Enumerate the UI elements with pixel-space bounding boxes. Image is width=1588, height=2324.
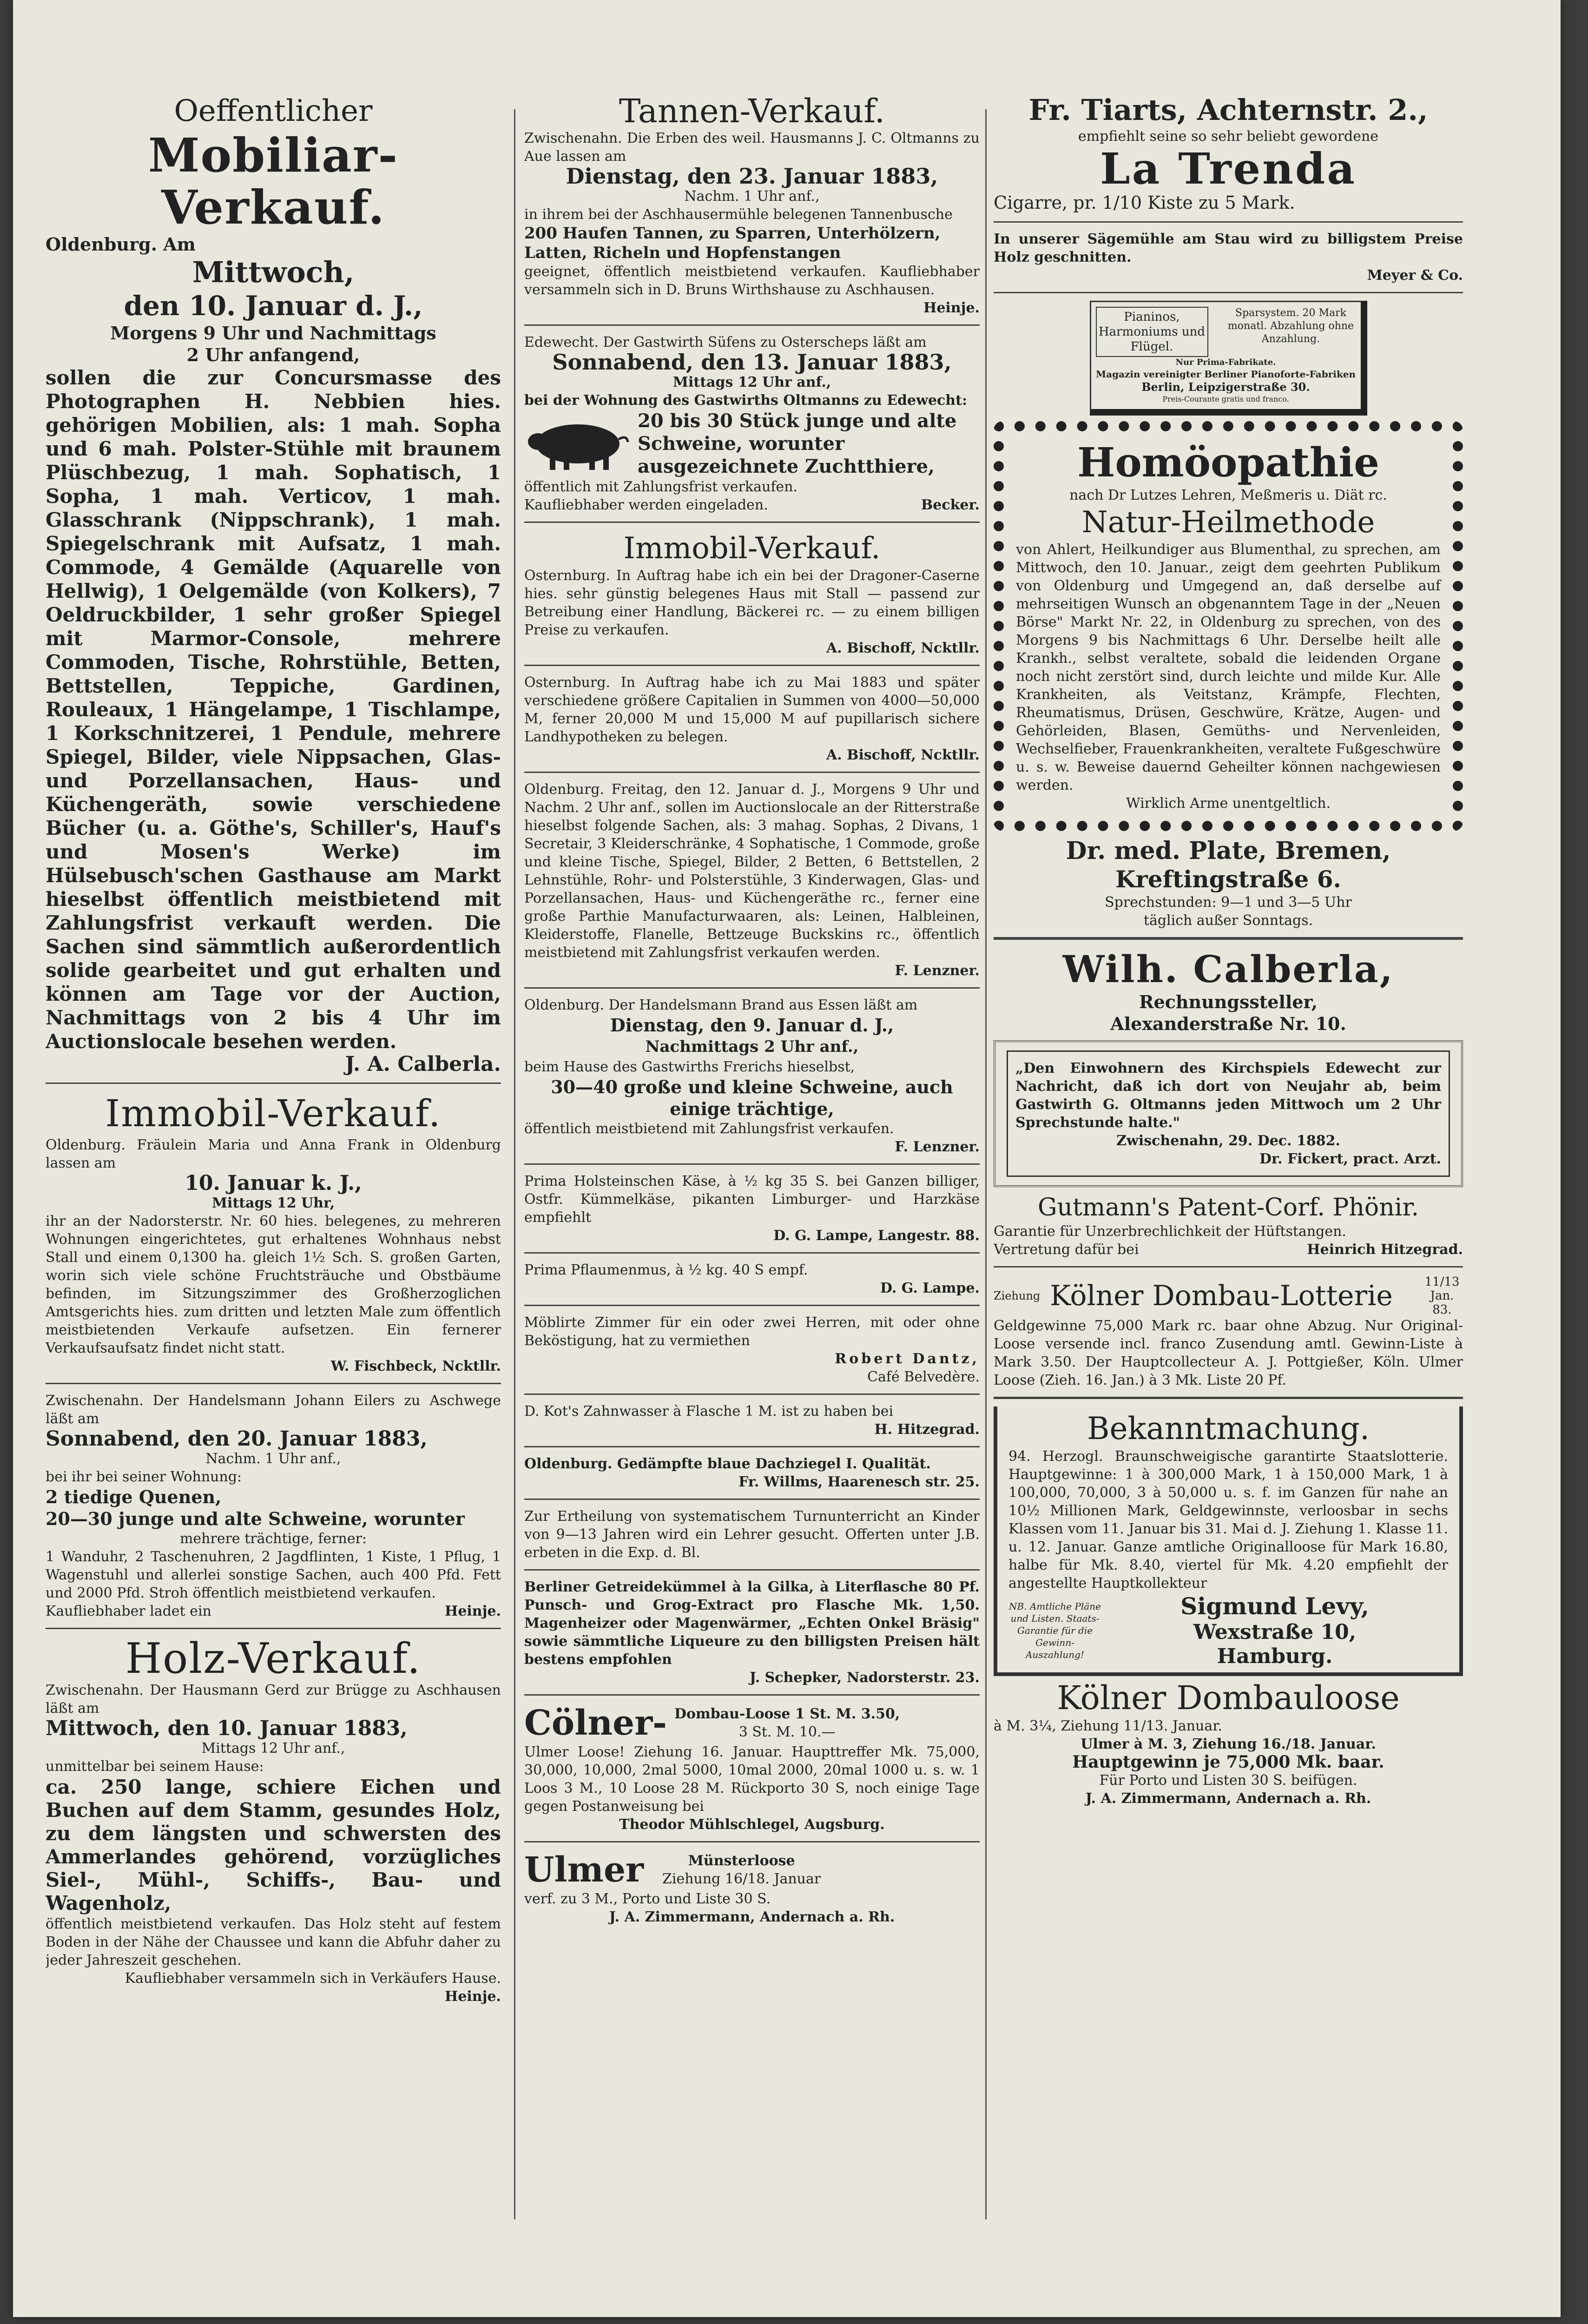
ad-sub-block — [662, 1852, 821, 1888]
ad-pretitle: Oeffentlicher — [174, 94, 373, 128]
ad-body: Ulmer Loose! Ziehung 16. Januar. Haupttreffer Mk. 75,000, 30,000, 10,000, 2mal 5000, 10mal 2000, 20mal 1000 u. s. w. 1 Loos 3 M., 10 Loose 28 M. Rückporto 30 S, noch einige Tage gegen Postanweisung bei — [524, 1744, 980, 1815]
ad-signature: Robert Dantz, — [835, 1351, 980, 1367]
newspaper-page — [13, 0, 1561, 2317]
ad-time: Mittags 12 Uhr, — [211, 1195, 335, 1211]
ad-city: Hamburg. — [1217, 1644, 1333, 1668]
dombauloose-ad — [994, 1679, 1463, 1808]
ad-subtitle: Münsterloose — [688, 1853, 795, 1869]
ad-signature: H. Hitzegrad. — [874, 1421, 980, 1438]
divider — [994, 221, 1463, 223]
divider — [994, 292, 1463, 293]
ad-date: Ziehung 16/18. Januar — [662, 1871, 821, 1887]
ad-body: ihr an der Nadorsterstr. Nr. 60 hies. belegenes, zu mehreren Wohnungen eingerichtetes, gut erhaltenes Wohnhaus nebst Stall und einem 0,1300 ha. gleich 1½ Sch. S. großen Garten, worin sich viele schöne Fruchtsträuche und Obstbäume befinden, im Sitzungszimmer des Großherzoglichen Amtsgerichts hies. zum dritten und letzten Male zum öffentlich meistbietenden Verkaufe aufsetzen. Ein fernerer Verkaufsaufsatz findet nicht statt. — [46, 1213, 501, 1356]
ad-signature: Café Belvedère. — [867, 1369, 980, 1385]
ad-intro: Oldenburg. Fräulein Maria und Anna Frank in Oldenburg lassen am — [46, 1137, 501, 1171]
ad-signature: Heinje. — [444, 1988, 501, 2005]
ad-body: Prima Pflaumenmus, à ½ kg. 40 S empf. — [524, 1262, 808, 1278]
divider — [524, 772, 980, 773]
ad-signature: Becker. — [921, 497, 980, 513]
ad-title: Holz-Verkauf. — [125, 1634, 422, 1683]
ad-body: 1 Wanduhr, 2 Taschenuhren, 2 Jagdflinten, 1 Kiste, 1 Pflug, 1 Wagenstuhl und allerlei sonstige Sachen, auch 400 Pfd. Fett und 2000 Pfd. Stroh öffentlich meistbietend verkaufen. — [46, 1549, 501, 1601]
ad-body: Prima Holsteinschen Käse, à ½ kg 35 S. bei Ganzen billiger, Ostfr. Kümmelkäse, pikanten Limburger- und Harzkäse empfiehlt — [524, 1173, 980, 1226]
divider — [524, 987, 980, 989]
ad-title: Tannen-Verkauf. — [619, 93, 885, 130]
ad-date: Sonnabend, den 20. Januar 1883, — [46, 1427, 428, 1451]
gutmann-ad — [994, 1193, 1463, 1259]
column-2 — [524, 93, 980, 2238]
immobil-ad — [46, 1091, 501, 1375]
ad-title: Natur-Heilmethode — [1081, 505, 1375, 540]
ad-body: Berliner Getreidekümmel à la Gilka, à Literflasche 80 Pf. Punsch- und Grog-Extract pro Flasche Mk. 1,50. Magenheizer oder Magenwärmer, „Echten Onkel Bräsig" sowie sämmtliche Liqueure zu den billigsten Preisen hält bestens empfohlen — [524, 1579, 980, 1668]
ad-item: mehrere trächtige, ferner: — [179, 1531, 367, 1547]
tiarts-ad — [994, 93, 1463, 214]
ad-signature: D. G. Lampe, Langestr. 88. — [773, 1228, 980, 1244]
ad-date: Mittwoch, den 10. Januar 1883, — [46, 1717, 408, 1740]
ad-signature-row — [994, 1241, 1463, 1259]
ad-signature: Theodor Mühlschlegel, Augsburg. — [619, 1816, 885, 1833]
divider — [524, 522, 980, 523]
ad-signature: Dr. Fickert, pract. Arzt. — [1259, 1151, 1441, 1167]
ad-signature: Heinrich Hitzegrad. — [1307, 1241, 1463, 1258]
ad-signature: J. A. Zimmermann, Andernach a. Rh. — [609, 1909, 895, 1925]
mobiliar-ad — [46, 93, 501, 1075]
ad-body: D. Kot's Zahnwasser à Flasche 1 M. ist zu haben bei — [524, 1403, 894, 1419]
ad-address: Kreftingstraße 6. — [1115, 865, 1341, 893]
ad-address: Alexanderstraße Nr. 10. — [1110, 1013, 1346, 1034]
ad-title: Gutmann's Patent-Corf. Phönir. — [1038, 1194, 1419, 1221]
pig-icon — [524, 416, 631, 472]
ad-body: öffentlich meistbietend mit Zahlungsfrist verkaufen. — [524, 1121, 894, 1137]
ad-signature: Fr. Willms, Haarenesch str. 25. — [738, 1474, 980, 1490]
ad-address: Wexstraße 10, — [1193, 1620, 1357, 1644]
ad-time: Mittags 12 Uhr anf., — [672, 374, 831, 390]
brand-name: La Trenda — [1100, 144, 1357, 194]
divider — [524, 1252, 980, 1254]
ad-body: öffentlich meistbietend verkaufen. Das Holz steht auf festem Boden in der Nähe der Chaussee und kann die Abfuhr daher zu jeder Jahreszeit geschehen. — [46, 1916, 501, 1968]
divider — [46, 1083, 501, 1084]
dachziegel-ad — [524, 1455, 980, 1491]
divider — [524, 1305, 980, 1306]
ad-signature-left: Vertretung dafür bei — [994, 1241, 1139, 1258]
piano-terms: Sparsystem. 20 Mark monatl. Abzahlung ohne Anzahlung. — [1227, 307, 1354, 345]
column-1 — [46, 93, 501, 2238]
ad-pig-row — [524, 409, 980, 478]
ad-line: Hauptgewinn je 75,000 Mk. baar. — [1072, 1752, 1384, 1772]
ad-body: sollen die zur Concursmasse des Photographen H. Nebbien hies. gehörigen Mobilien, als: 1 mah. Sopha und 6 mah. Polster-Stühle mit braunem Plüschbezug, 1 mah. Sophatisch, 1 Sopha, 1 mah. Verticov, 1 mah. Glasschrank (Nippschrank), 1 mah. Spiegelschrank mit Aufsatz, 1 mah. Commode, 4 Gemälde (Aquarelle von Hellwig), 1 Oelgemälde (von Kolkers), 7 Oeldruckbilder, 1 sehr großer Spiegel mit Marmor-Console, mehrere Commoden, Tische, Rohrstühle, Betten, Bettstellen, Teppiche, Gardinen, Rouleaux, 1 Hängelampe, 1 Tischlampe, 1 Korkschnitzerei, 1 Pendule, mehrere Spiegel, Bilder, viele Nippsachen, Glas- und Porzellansachen, Haus- und Küchengeräth, sowie verschiedene Bücher (u. a. Göthe's, Schiller's, Hauf's und Mosen's Werke) im Hülsebusch'schen Gasthause am Markt hieselbst öffentlich meistbietend mit Zahlungsfrist verkauft werden. Die Sachen sind sämmtlich außerordentlich solide gearbeitet und gut erhalten und können am Tage vor der Auction, Nachmittags von 2 bis 4 Uhr im Auctionslocale besehen werden. — [46, 366, 501, 1053]
brand-ad — [524, 996, 980, 1156]
ad-body: Oldenburg. Gedämpfte blaue Dachziegel I. Qualität. — [524, 1456, 931, 1472]
pflaumen-ad — [524, 1261, 980, 1297]
ad-item: 2 tiedige Quenen, — [46, 1486, 222, 1507]
ad-bold: 200 Haufen Tannen, zu Sparren, Unterhölzern, Latten, Richeln und Hopfenstangen — [524, 224, 941, 262]
ad-date: Dienstag, den 9. Januar d. J., — [610, 1015, 894, 1036]
ad-line: à M. 3¼, Ziehung 11/13. Januar. — [994, 1718, 1222, 1734]
ad-signature: Heinje. — [444, 1603, 501, 1619]
divider — [524, 1163, 980, 1165]
ad-date: 11/13 Jan. 83. — [1424, 1275, 1460, 1317]
divider — [524, 1499, 980, 1500]
edewecht-ad — [524, 333, 980, 514]
homoeopathie-ad — [994, 421, 1463, 831]
ad-time: Mittags 12 Uhr anf., — [201, 1740, 345, 1756]
ad-intro: Zwischenahn. Die Erben des weil. Hausmanns J. C. Oltmanns zu Aue lassen am — [524, 130, 980, 165]
ad-title: Cölner- — [524, 1703, 667, 1743]
ad-time: Nachmittags 2 Uhr anf., — [645, 1037, 859, 1056]
divider — [46, 1383, 501, 1384]
ad-title: Mobiliar-Verkauf. — [148, 128, 399, 235]
ad-title: Homöopathie — [1077, 439, 1379, 486]
piano-instruments: Pianinos, Harmoniums und Flügel. — [1096, 307, 1208, 357]
auction-ad — [524, 780, 980, 980]
ad-intro: Edewecht. Der Gastwirth Süfens zu Osterscheps läßt am — [524, 334, 927, 350]
divider — [524, 1841, 980, 1842]
piano-company: Magazin vereinigter Berliner Pianoforte-Fabriken — [1096, 369, 1356, 380]
ad-price: Cigarre, pr. 1/10 Kiste zu 5 Mark. — [994, 192, 1295, 213]
ad-signature: F. Lenzner. — [895, 1139, 980, 1155]
ad-time: Nachm. 1 Uhr anf., — [684, 188, 820, 205]
ad-where: unmittelbar bei seinem Hause: — [46, 1758, 264, 1775]
ad-date: 10. Januar k. J., — [184, 1171, 362, 1195]
ad-title: Dr. med. Plate, Bremen, — [1066, 837, 1391, 865]
divider — [524, 1694, 980, 1696]
ad-date: Dienstag, den 23. Januar 1883, — [566, 164, 938, 189]
ad-line: Ulmer à M. 3, Ziehung 16./18. Januar. — [1081, 1736, 1376, 1752]
ad-body: Geldgewinne 75,000 Mark rc. baar ohne Abzug. Nur Original-Loose versende incl. franco Zusendung amtl. Gewinn-Liste à Mark 3.50. Der Hauptcollecteur A. J. Pottgießer, Köln. Ulmer Loose (Zieh. 16. Jan.) à 3 Mk. Liste 20 Pf. — [994, 1318, 1463, 1388]
divider — [994, 1266, 1463, 1268]
ad-price: 3 St. M. 10.— — [738, 1724, 836, 1740]
ad-signature: J. Schepker, Nadorsterstr. 23. — [749, 1670, 980, 1686]
ad-signature-row — [46, 1602, 501, 1620]
piano-catalog: Preis-Courante gratis und franco. — [1162, 395, 1289, 403]
capital-ad — [524, 673, 980, 764]
ad-subtitle: Rechnungssteller, — [1139, 991, 1318, 1012]
ad-title: Kölner Dombau-Lotterie — [1050, 1280, 1393, 1312]
ulmer-loose-ad — [524, 1850, 980, 1926]
ad-intro: Zwischenahn. Der Handelsmann Johann Eilers zu Aschwege läßt am — [46, 1393, 501, 1427]
piano-address: Berlin, Leipzigerstraße 30. — [1141, 380, 1310, 394]
ad-signature: D. G. Lampe. — [880, 1280, 980, 1296]
piano-row — [1096, 307, 1356, 357]
plate-ad — [994, 837, 1463, 930]
ad-signature: J. A. Zimmermann, Andernach a. Rh. — [1085, 1790, 1371, 1807]
divider — [46, 1628, 501, 1629]
ad-bold: 20 bis 30 Stück junge und alte Schweine, worunter ausgezeichnete Zuchtthiere, — [638, 410, 957, 477]
ad-signature: Heinje. — [923, 300, 980, 316]
divider — [994, 1397, 1463, 1399]
ad-title: Wilh. Calberla, — [1062, 947, 1394, 991]
ad-day: Mittwoch, — [192, 255, 355, 289]
ad-where: in ihrem bei der Aschhausermühle belegenen Tannenbusche — [524, 206, 953, 223]
zimmer-ad — [524, 1314, 980, 1386]
ad-where: beim Hause des Gastwirths Frerichs hieselbst, — [524, 1059, 855, 1075]
ad-signature: J. A. Calberla. — [345, 1052, 501, 1076]
ad-place: Oldenburg. Am — [46, 234, 196, 255]
ad-where: bei ihr bei seiner Wohnung: — [46, 1469, 242, 1485]
ad-body: Garantie für Unzerbrechlichkeit der Hüftstangen. — [994, 1223, 1346, 1240]
ad-subtitle: empfiehlt seine so sehr beliebt gewordene — [1078, 128, 1379, 145]
ad-note: NB. Amtliche Pläne und Listen. Staats-Garantie für die Gewinn-Auszahlung! — [1009, 1601, 1101, 1660]
ad-body: verf. zu 3 M., Porto und Liste 30 S. — [524, 1891, 771, 1907]
ad-title: Kölner Dombauloose — [1057, 1679, 1400, 1717]
ad-signature-row — [524, 496, 980, 514]
calberla-ad — [994, 947, 1463, 1035]
ad-intro: Zwischenahn. Der Hausmann Gerd zur Brügge zu Aschhausen läßt am — [46, 1682, 501, 1717]
ad-signature-block — [1101, 1592, 1448, 1669]
ad-body: Osternburg. In Auftrag habe ich zu Mai 1883 und später verschiedene größere Capitalien in Summen von 4000—50,000 M, ferner 20,000 M und 15,000 M auf pupillarisch sichere Landhypotheken zu belegen. — [524, 674, 980, 745]
ad-body: von Ahlert, Heilkundiger aus Blumenthal, zu sprechen, am Mittwoch, den 10. Januar., zeigt dem geehrten Publikum von Oldenburg und Umgegend an, daß derselbe auf mehrseitigen Wunsch an obgenanntem Tage in der „Neuen Börse" Markt Nr. 22, in Oldenburg zu sprechen, von des Morgens 9 bis Nachmittags 6 Uhr. Derselbe heilt alle Krankh., selbst veraltete, sobald die leidenden Organe noch nicht zerstört sind, durch leichte und milde Kur. Alle Krankheiten, als Veitstanz, Krämpfe, Flechten, Rheumatismus, Drüsen, Geschwüre, Krätze, Augen- und Gehörleiden, Blasen, Gemüths- und Nervenleiden, Wechselfieber, Frauenkrankheiten, veraltete Fußgeschwüre u. s. w. Beweise dauernd Geheilter können nachgewiesen werden. — [1016, 541, 1441, 793]
column-divider — [514, 109, 515, 2219]
ad-subtitle: nach Dr Lutzes Lehren, Meßmeris u. Diät rc. — [1069, 487, 1387, 503]
ad-signature: Sigmund Levy, — [1180, 1592, 1369, 1620]
ad-title: Immobil-Verkauf. — [105, 1092, 441, 1135]
divider — [524, 1569, 980, 1571]
ad-body: „Den Einwohnern des Kirchspiels Edewecht zur Nachricht, daß ich dort von Neujahr ab, beim Gastwirth G. Oltmanns jeden Mittwoch um 2 Uhr Sprechstunde halte." — [1015, 1060, 1441, 1131]
ad-date: Sonnabend, den 13. Januar 1883, — [552, 350, 952, 375]
column-3 — [994, 93, 1463, 2238]
ad-title: Fr. Tiarts, Achternstr. 2., — [1028, 93, 1428, 127]
saegemuehle-ad — [994, 230, 1463, 284]
column-divider — [985, 109, 987, 2219]
divider — [524, 665, 980, 666]
ad-time: 2 Uhr anfangend, — [186, 344, 360, 365]
ad-signature-left: Kaufliebhaber werden eingeladen. — [524, 497, 768, 513]
ad-item: 20—30 junge und alte Schweine, worunter — [46, 1508, 465, 1529]
ad-line: Für Porto und Listen 30 S. beifügen. — [1099, 1772, 1357, 1789]
ad-note: Wirklich Arme unentgeltlich. — [1126, 795, 1331, 812]
divider — [524, 1446, 980, 1447]
kaese-ad — [524, 1172, 980, 1245]
ad-signature-left: Kaufliebhaber ladet ein — [46, 1603, 211, 1619]
holz-ad — [46, 1634, 501, 2006]
ad-price-block — [674, 1705, 900, 1741]
ad-body: öffentlich mit Zahlungsfrist verkaufen. — [524, 479, 798, 495]
zwischenahn-ad — [46, 1392, 501, 1620]
ad-place: Zwischenahn, 29. Dec. 1882. — [1116, 1133, 1340, 1149]
fickert-inner-box — [1007, 1050, 1450, 1177]
ad-body: 94. Herzogl. Braunschweigische garantirte Staatslotterie. Hauptgewinne: 1 à 300,000 Mark, 1 à 150,000 Mark, 1 à 100,000, 70,000, 3 à 50,000 u. s. f. im Ganzen für nahe an 10½ Millionen Mark, Geldgewinnste, verloosbar in sechs Klassen vom 11. Januar bis 31. Mai d. J. Ziehung 1. Klasse 11. u. 12. Januar. Ganze amtliche Originalloose für Mark 16.80, halbe für Mk. 8.40, viertel für Mk. 4.20 empfiehlt der angestellte Hauptkollekteur — [1008, 1448, 1448, 1591]
ad-title: Immobil-Verkauf. — [623, 531, 881, 566]
ad-signature: Meyer & Co. — [1367, 267, 1463, 284]
ad-header-row — [994, 1275, 1463, 1317]
ad-time: Nachm. 1 Uhr anf., — [205, 1451, 341, 1467]
koelner-lotterie-ad — [994, 1275, 1463, 1389]
ad-body: Osternburg. In Auftrag habe ich ein bei der Dragoner-Caserne hies. sehr günstig belegenes Haus mit Stall — passend zur Betreibung einer Handlung, Bäckerei rc. — zu einem billigen Preise zu verkaufen. — [524, 568, 980, 638]
piano-quality: Nur Prima-Fabrikate. — [1175, 357, 1276, 367]
ad-where: bei der Wohnung des Gastwirths Oltmanns zu Edewecht: — [524, 392, 968, 409]
ad-signature: W. Fischbeck, Ncktllr. — [330, 1358, 501, 1374]
ad-price: Dombau-Loose 1 St. M. 3.50, — [674, 1706, 900, 1722]
ad-signature-row — [1008, 1592, 1448, 1669]
ad-signature: F. Lenzner. — [895, 963, 980, 979]
ad-hours: täglich außer Sonntags. — [1143, 912, 1313, 929]
coelner-loose-ad — [524, 1703, 980, 1834]
divider — [524, 1393, 980, 1395]
ad-title: Bekanntmachung. — [1087, 1411, 1370, 1446]
immobil-osternburg-ad — [524, 530, 980, 657]
kuemmel-ad — [524, 1578, 980, 1687]
ad-bold: ca. 250 lange, schiere Eichen und Buchen auf dem Stamm, gesundes Holz, zu dem längsten und schwersten des Ammerlandes gehörend, vorzügliches Siel-, Mühl-, Schiffs-, Bau- und Wagenholz, — [46, 1776, 501, 1915]
divider — [994, 937, 1463, 940]
ad-body: geeignet, öffentlich meistbietend verkaufen. Kaufliebhaber versammeln sich in D. Bruns Wirthshause zu Aschhausen. — [524, 264, 980, 298]
ad-signature: A. Bischoff, Ncktllr. — [826, 747, 980, 763]
ad-title: Ulmer — [524, 1850, 644, 1890]
tannen-ad — [524, 93, 980, 317]
ad-date: den 10. Januar d. J., — [124, 290, 423, 322]
divider — [524, 324, 980, 326]
ad-intro: Oldenburg. Der Handelsmann Brand aus Essen läßt am — [524, 997, 918, 1013]
ad-hours: Sprechstunden: 9—1 und 3—5 Uhr — [1105, 894, 1352, 911]
ad-header-row — [524, 1703, 980, 1743]
zahnwasser-ad — [524, 1402, 980, 1439]
ad-bold: 30—40 große und kleine Schweine, auch einige trächtige, — [551, 1076, 953, 1119]
bekanntmachung-ad — [994, 1406, 1463, 1676]
piano-ad — [1090, 301, 1367, 416]
ad-pretitle: Ziehung — [994, 1289, 1041, 1302]
ad-body: Zur Ertheilung von systematischem Turnunterricht an Kinder von 9—13 Jahren wird ein Lehrer gesucht. Offerten unter J.B. erbeten in die Exp. d. Bl. — [524, 1508, 980, 1561]
ad-body: Oldenburg. Freitag, den 12. Januar d. J., Morgens 9 Uhr und Nachm. 2 Uhr anf., sollen im Auctionslocale an der Ritterstraße hieselbst folgende Sachen, als: 3 mahag. Sophas, 2 Divans, 1 Secretair, 3 Kleiderschränke, 4 Sophatische, 1 Commode, große und kleine Tische, Spiegel, Bilder, 2 Betten, 6 Bettstellen, 2 Lehnstühle, Rohr- und Polsterstühle, 3 Kinderwagen, Glas- und Porzellansachen, Haus- und Küchengeräthe rc., ferner eine große Parthie Manufacturwaaren, als: Leinen, Halbleinen, Kleiderstoffe, Flanelle, Bettzeuge Buckskins rc., öffentlich meistbietend mit Zahlungsfrist verkaufen werden. — [524, 781, 980, 961]
fickert-ad — [994, 1040, 1463, 1187]
ad-signature: Kaufliebhaber versammeln sich in Verkäufers Hause. — [125, 1970, 501, 1987]
ad-signature: A. Bischoff, Ncktllr. — [826, 640, 980, 656]
ad-time: Morgens 9 Uhr und Nachmittags — [110, 323, 436, 343]
ad-body: In unserer Sägemühle am Stau wird zu billigstem Preise Holz geschnitten. — [994, 231, 1463, 265]
ad-body: Möblirte Zimmer für ein oder zwei Herren, mit oder ohne Beköstigung, hat zu vermiethen — [524, 1314, 980, 1349]
turnunterricht-ad — [524, 1507, 980, 1562]
ad-header-row — [524, 1850, 980, 1890]
